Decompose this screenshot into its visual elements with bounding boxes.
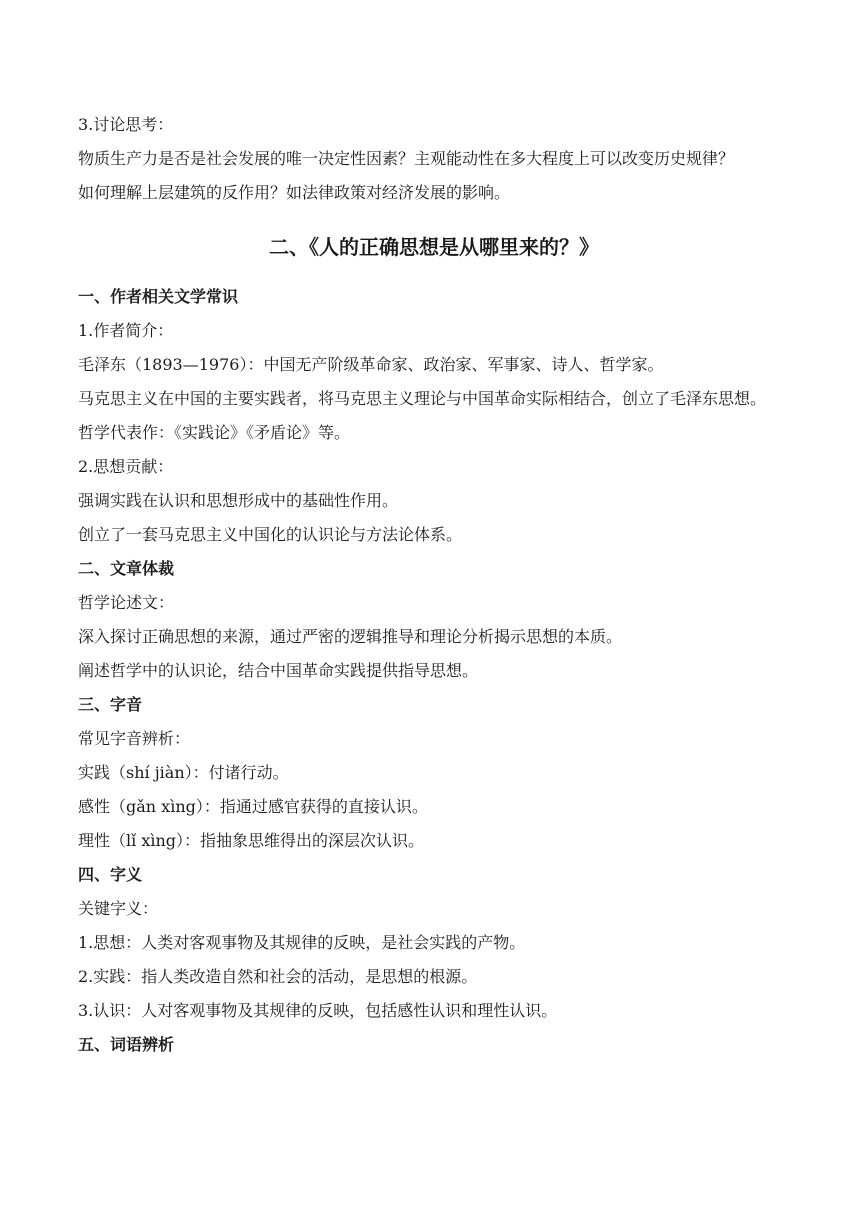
- pronunciation-item-2: 感性（gǎn xìng）：指通过感官获得的直接认识。: [78, 797, 428, 816]
- section-heading-word-analysis: 五、词语辨析: [78, 1035, 175, 1054]
- section-heading-pronunciation: 三、字音: [78, 695, 143, 714]
- genre-line-1: 深入探讨正确思想的来源，通过严密的逻辑推导和理论分析揭示思想的本质。: [78, 627, 623, 646]
- genre-line-2: 阐述哲学中的认识论，结合中国革命实践提供指导思想。: [78, 661, 479, 680]
- meaning-item-3: 3.认识：人对客观事物及其规律的反映，包括感性认识和理性认识。: [78, 1001, 558, 1020]
- author-intro-line-2: 马克思主义在中国的主要实践者，将马克思主义理论与中国革命实际相结合，创立了毛泽东思想。: [78, 389, 767, 408]
- contribution-line-2: 创立了一套马克思主义中国化的认识论与方法论体系。: [78, 525, 463, 544]
- genre-label: 哲学论述文：: [78, 593, 175, 612]
- author-intro-heading: 1.作者简介：: [78, 321, 174, 340]
- pronunciation-subheading: 常见字音辨析：: [78, 729, 191, 748]
- section-heading-genre: 二、文章体裁: [78, 559, 175, 578]
- contribution-heading: 2.思想贡献：: [78, 457, 174, 476]
- meaning-item-2: 2.实践：指人类改造自然和社会的活动，是思想的根源。: [78, 967, 478, 986]
- document-page: [78, 108, 790, 1062]
- author-intro-line-3: 哲学代表作：《实践论》《矛盾论》等。: [78, 423, 351, 442]
- contribution-line-1: 强调实践在认识和思想形成中的基础性作用。: [78, 491, 399, 510]
- discussion-question-2: 如何理解上层建筑的反作用？如法律政策对经济发展的影响。: [78, 183, 511, 202]
- pronunciation-item-3: 理性（lǐ xìng）：指抽象思维得出的深层次认识。: [78, 831, 425, 850]
- section-heading-author: 一、作者相关文学常识: [78, 287, 239, 306]
- meaning-subheading: 关键字义：: [78, 899, 159, 918]
- discussion-heading: 3.讨论思考：: [78, 115, 174, 134]
- author-intro-line-1: 毛泽东（1893—1976）：中国无产阶级革命家、政治家、军事家、诗人、哲学家。: [78, 355, 664, 374]
- pronunciation-item-1: 实践（shí jiàn）：付诸行动。: [78, 763, 289, 782]
- section-heading-meaning: 四、字义: [78, 865, 143, 884]
- meaning-item-1: 1.思想：人类对客观事物及其规律的反映，是社会实践的产物。: [78, 933, 526, 952]
- discussion-question-1: 物质生产力是否是社会发展的唯一决定性因素？主观能动性在多大程度上可以改变历史规律？: [78, 149, 735, 168]
- chapter-title: 二、《人的正确思想是从哪里来的？》: [269, 235, 599, 259]
